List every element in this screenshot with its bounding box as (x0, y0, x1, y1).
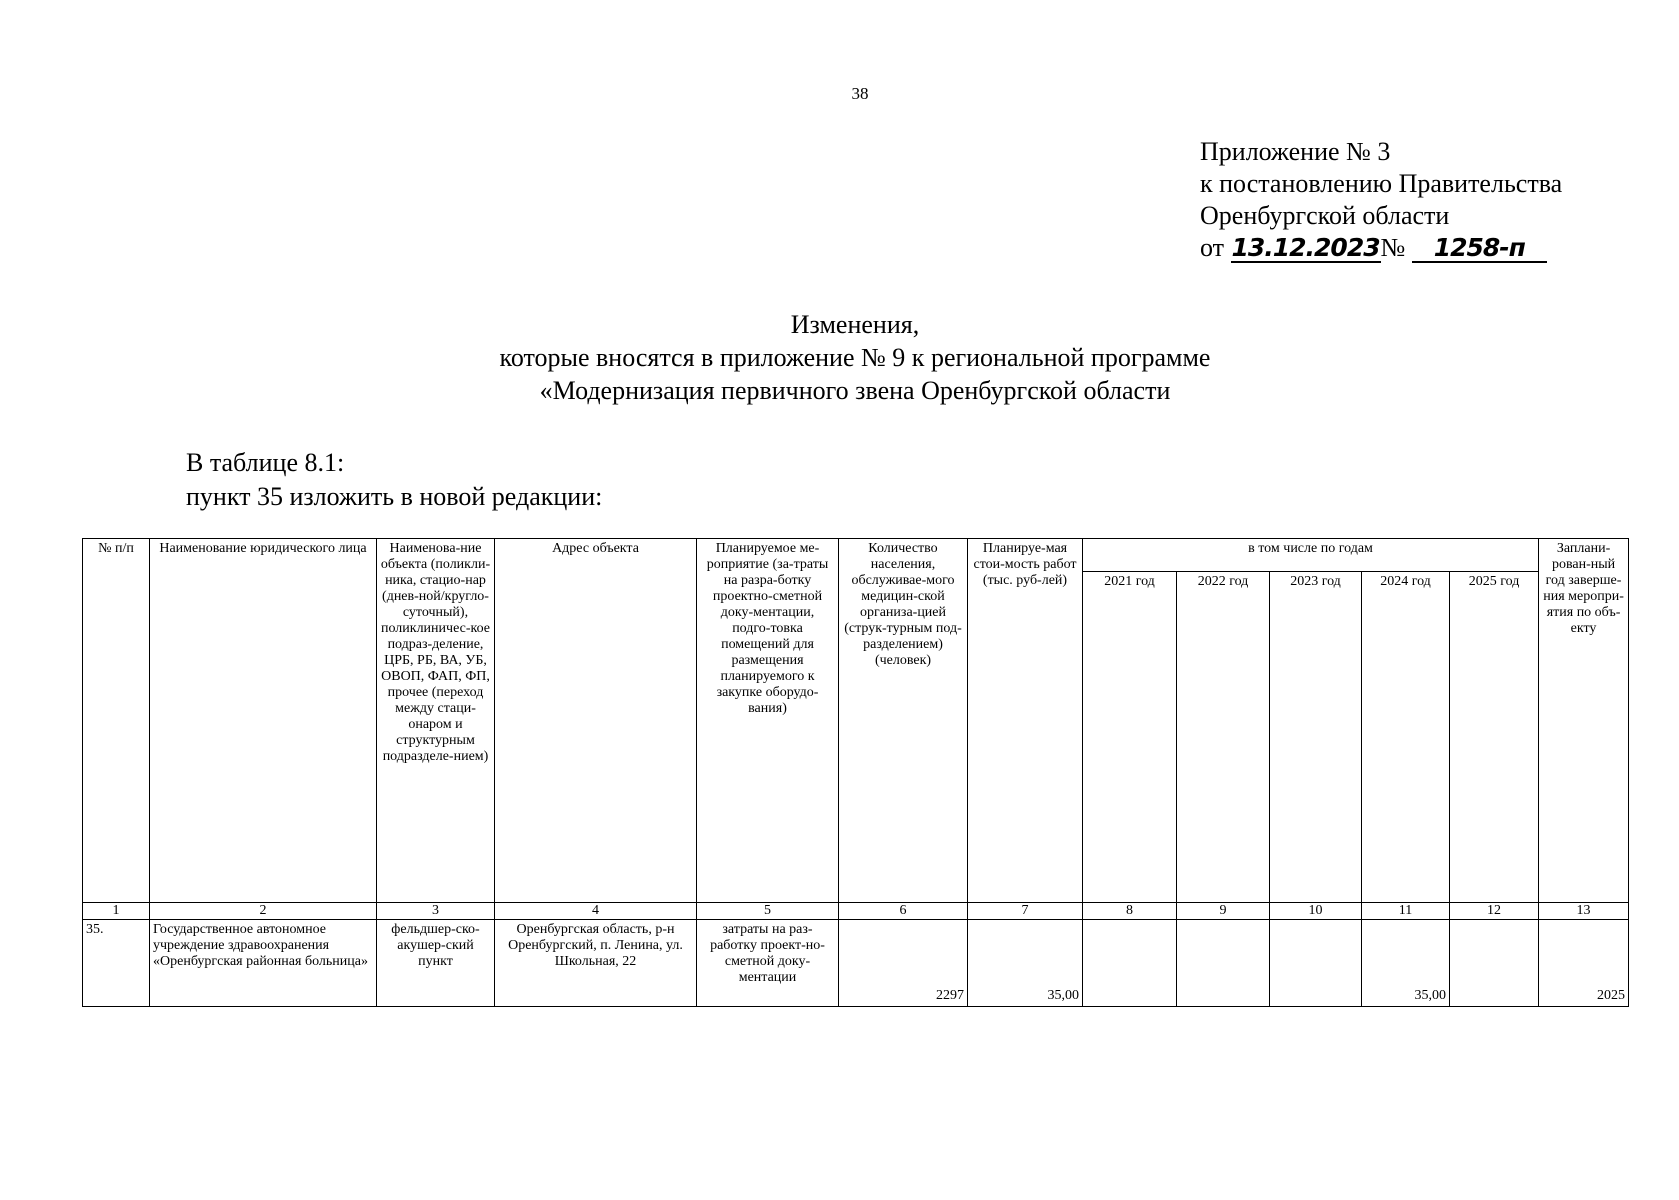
header-completion-year: Заплани-рован-ный год заверше-ния меропри-ятия по объ-екту (1539, 539, 1629, 903)
appendix-from-label: от (1200, 233, 1225, 262)
header-year-2021: 2021 год (1083, 572, 1177, 903)
header-year-2022: 2022 год (1177, 572, 1270, 903)
header-cost: Планируе-мая стои-мость работ (тыс. руб-лей) (968, 539, 1083, 903)
row-year-2024: 35,00 (1362, 920, 1450, 1007)
table-row (83, 920, 1629, 1007)
column-number: 3 (377, 903, 495, 920)
row-object-name: фельдшер-ско-акушер-ский пункт (377, 920, 495, 1007)
header-population: Количество населения, обслуживае-мого медицин-ской организа-цией (струк-турным под-разделением) (человек) (839, 539, 968, 903)
column-number: 7 (968, 903, 1083, 920)
header-year-2024: 2024 год (1362, 572, 1450, 903)
appendix-number: 1258-п (1412, 235, 1547, 263)
header-legal-entity: Наименование юридического лица (150, 539, 377, 903)
column-number: 6 (839, 903, 968, 920)
column-number: 13 (1539, 903, 1629, 920)
row-address: Оренбургская область, р-н Оренбургский, п. Ленина, ул. Школьная, 22 (495, 920, 697, 1007)
row-year-2022 (1177, 920, 1270, 1007)
row-year-2021 (1083, 920, 1177, 1007)
row-completion-year: 2025 (1539, 920, 1629, 1007)
column-number: 1 (83, 903, 150, 920)
row-year-2025 (1450, 920, 1539, 1007)
appendix-number-sign: № (1380, 233, 1406, 262)
appendix-region: Оренбургской области (1200, 201, 1450, 230)
header-planned-event: Планируемое ме-роприятие (за-траты на разра-ботку проектно-сметной доку-ментации, подго-товка помещений для размещения планируемого к закупке оборудо-вания) (697, 539, 839, 903)
column-number: 2 (150, 903, 377, 920)
column-number: 4 (495, 903, 697, 920)
header-address: Адрес объекта (495, 539, 697, 903)
column-number: 10 (1270, 903, 1362, 920)
intro-text (186, 446, 602, 514)
header-num: № п/п (83, 539, 150, 903)
title-line-1: Изменения, (790, 310, 920, 339)
column-number: 11 (1362, 903, 1450, 920)
appendix-date-line (1200, 232, 1562, 264)
appendix-resolution: к постановлению Правительства (1200, 169, 1563, 198)
column-number: 12 (1450, 903, 1539, 920)
changes-table (82, 538, 1629, 1007)
intro-line-2: пункт 35 изложить в новой редакции: (186, 482, 603, 511)
appendix-title: Приложение № 3 (1200, 137, 1391, 166)
row-population: 2297 (839, 920, 968, 1007)
appendix-date: 13.12.2023 (1231, 233, 1380, 262)
header-year-2025: 2025 год (1450, 572, 1539, 903)
row-legal-entity: Государственное автономное учреждение здравоохранения «Оренбургская районная больница» (150, 920, 377, 1007)
header-year-2023: 2023 год (1270, 572, 1362, 903)
column-number: 9 (1177, 903, 1270, 920)
column-numbers-row (83, 903, 1629, 920)
row-cost: 35,00 (968, 920, 1083, 1007)
header-row (83, 539, 1629, 572)
title-line-2: которые вносятся в приложение № 9 к региональной программе (499, 343, 1211, 372)
appendix-block (1200, 136, 1562, 264)
page-number: 38 (851, 84, 869, 103)
document-title (460, 308, 1250, 407)
title-line-3: «Модернизация первичного звена Оренбургской области (539, 376, 1171, 405)
row-year-2023 (1270, 920, 1362, 1007)
header-object-name: Наименова-ние объекта (поликли-ника, стацио-нар (днев-ной/кругло-суточный), поликлиничес-кое подраз-деление, ЦРБ, РБ, ВА, УБ, ОВОП, ФАП, ФП, прочее (переход между стаци-онаром и структурным подразделе-нием) (377, 539, 495, 903)
column-number: 8 (1083, 903, 1177, 920)
row-planned-event: затраты на раз-работку проект-но-сметной доку-ментации (697, 920, 839, 1007)
intro-line-1: В таблице 8.1: (186, 448, 345, 477)
column-number: 5 (697, 903, 839, 920)
header-by-years: в том числе по годам (1083, 539, 1539, 572)
row-num: 35. (83, 920, 150, 1007)
